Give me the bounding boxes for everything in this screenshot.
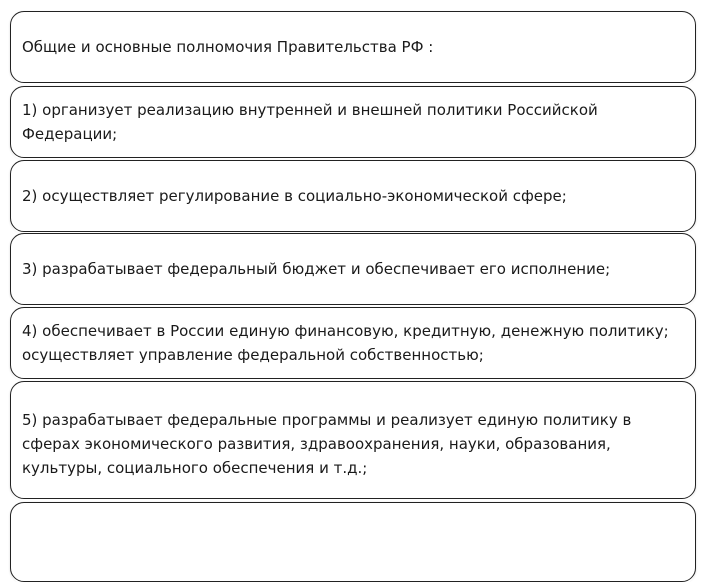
power-item-4 bbox=[10, 307, 696, 379]
title-text: Общие и основные полномочия Правительства РФ : bbox=[22, 38, 434, 56]
empty-box bbox=[10, 502, 696, 582]
power-item-text: 3) разрабатывает федеральный бюджет и обеспечивает его исполнение; bbox=[22, 260, 611, 278]
power-item-text: 4) обеспечивает в России единую финансовую, кредитную, денежную политику; осуществляет управление федеральной собственностью; bbox=[22, 322, 669, 364]
power-item-2 bbox=[10, 160, 696, 232]
power-item-5 bbox=[10, 381, 696, 499]
title-box bbox=[10, 11, 696, 83]
power-item-text: 5) разрабатывает федеральные программы и реализует единую политику в сферах экономического развития, здравоохранения, науки, образования, культуры, социального обеспечения и т.д.; bbox=[22, 411, 632, 477]
power-item-1 bbox=[10, 86, 696, 158]
power-item-text: 2) осуществляет регулирование в социально-экономической сфере; bbox=[22, 187, 567, 205]
power-item-3 bbox=[10, 233, 696, 305]
power-item-text: 1) организует реализацию внутренней и внешней политики Российской Федерации; bbox=[22, 101, 598, 143]
